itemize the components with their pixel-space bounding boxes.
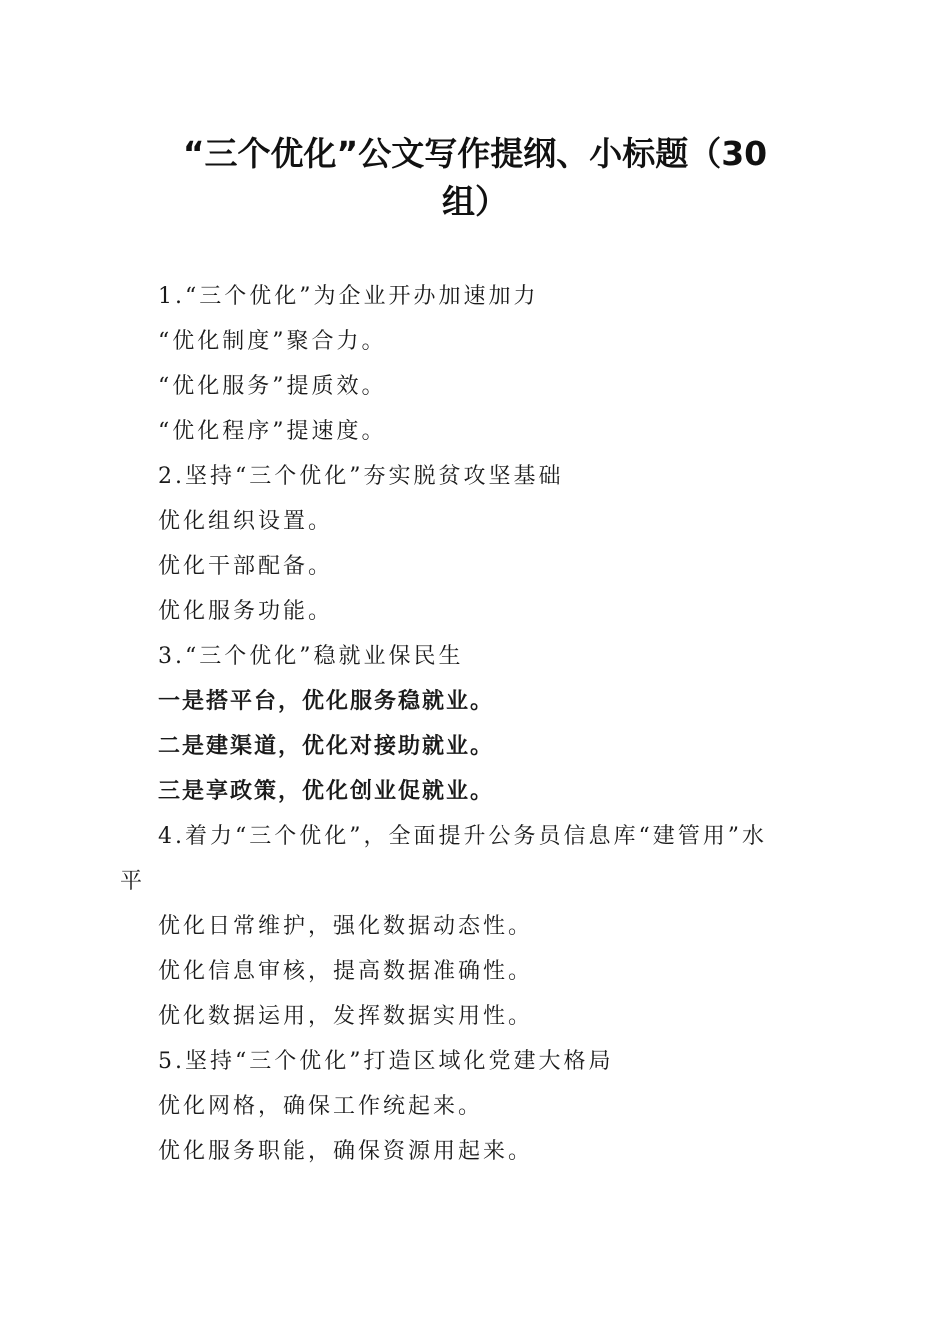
section-heading-3: 3.“三个优化”稳就业保民生: [158, 644, 464, 669]
document-body: [120, 274, 830, 1174]
title-line-2: 组）: [442, 182, 508, 221]
section-heading-4-wrap: 平: [120, 869, 146, 894]
title-line-1: “三个优化”公文写作提纲、小标题（30: [182, 134, 768, 173]
body-line: 优化干部配备。: [158, 554, 334, 579]
body-line: 优化数据运用，发挥数据实用性。: [158, 1004, 534, 1029]
body-line: “优化程序”提速度。: [158, 419, 387, 444]
body-line: 优化日常维护，强化数据动态性。: [158, 914, 534, 939]
body-line-bold: 二是建渠道，优化对接助就业。: [158, 733, 495, 759]
body-line: 优化信息审核，提高数据准确性。: [158, 959, 534, 984]
body-line: 优化服务功能。: [158, 599, 334, 624]
section-heading-5: 5.坚持“三个优化”打造区域化党建大格局: [158, 1049, 614, 1074]
body-line-bold: 一是搭平台，优化服务稳就业。: [158, 688, 495, 714]
body-line: 优化网格，确保工作统起来。: [158, 1094, 484, 1119]
section-heading-4: 4.着力“三个优化”，全面提升公务员信息库“建管用”水: [158, 824, 767, 849]
body-line-bold: 三是享政策，优化创业促就业。: [158, 778, 495, 804]
document-title: [120, 130, 830, 226]
body-line: “优化服务”提质效。: [158, 374, 387, 399]
section-heading-1: 1.“三个优化”为企业开办加速加力: [158, 284, 539, 309]
body-line: “优化制度”聚合力。: [158, 329, 387, 354]
body-line: 优化组织设置。: [158, 509, 334, 534]
body-line: 优化服务职能，确保资源用起来。: [158, 1139, 534, 1164]
section-heading-2: 2.坚持“三个优化”夯实脱贫攻坚基础: [158, 464, 564, 489]
